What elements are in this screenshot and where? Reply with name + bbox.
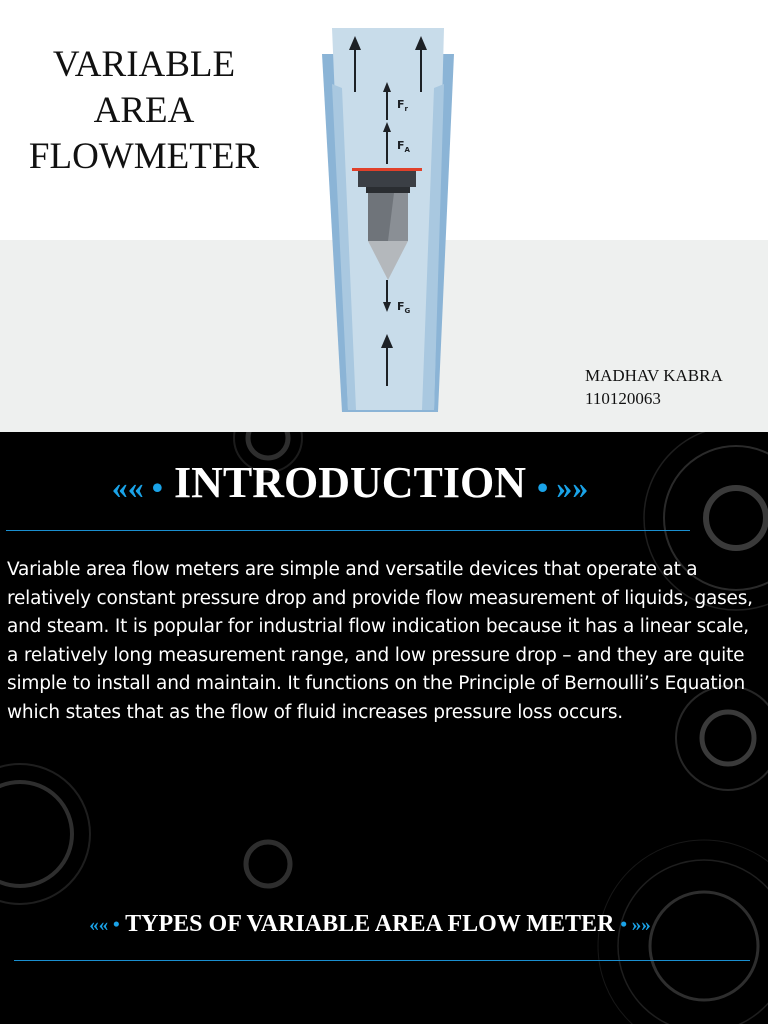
float-cap [358, 171, 416, 187]
title-line-1: VARIABLE [52, 44, 236, 85]
deco-ring [248, 432, 288, 458]
intro-heading-text: INTRODUCTION [173, 458, 527, 507]
author-id: 110120063 [585, 389, 661, 408]
types-heading [0, 908, 740, 941]
heading-left-ornament: «« • [111, 468, 163, 505]
float-indicator-line [352, 168, 422, 171]
label-fa: $F_A$ [397, 139, 410, 154]
float-neck [366, 187, 410, 193]
deco-ring [246, 842, 290, 886]
deco-ring [706, 488, 766, 548]
sub-left-ornament: «« • [89, 914, 120, 936]
types-heading-text: TYPES OF VARIABLE AREA FLOW METER [125, 911, 615, 937]
slide-title [14, 42, 274, 180]
title-slide [0, 0, 768, 432]
author-block [585, 364, 723, 410]
introduction-slide [0, 432, 768, 1024]
author-name: MADHAV KABRA [585, 366, 723, 385]
flowmeter-diagram [318, 24, 458, 420]
heading-right-ornament: • »» [537, 468, 589, 505]
label-fr: $F_r$ [397, 98, 408, 113]
types-divider [14, 960, 750, 961]
label-fg: $F_G$ [397, 300, 411, 315]
intro-heading [0, 456, 700, 514]
heading-divider [6, 530, 690, 531]
deco-ring [0, 782, 72, 886]
title-line-3: FLOWMETER [28, 136, 260, 177]
sub-right-ornament: • »» [620, 914, 651, 936]
intro-paragraph: Variable area flow meters are simple and versatile devices that operate at a relatively constant pressure drop and provide flow measurement of liquids, gases, and steam. It is popular for industrial flow indication because it has a linear scale, a relatively long measurement range, and low pressure drop – and they are quite simple to install and maintain. It functions on the Principle of Bernoulli’s Equation which states that as the flow of fluid increases pressure loss occurs. [7, 559, 753, 723]
title-line-2: AREA [93, 90, 195, 131]
deco-ring [0, 764, 90, 904]
